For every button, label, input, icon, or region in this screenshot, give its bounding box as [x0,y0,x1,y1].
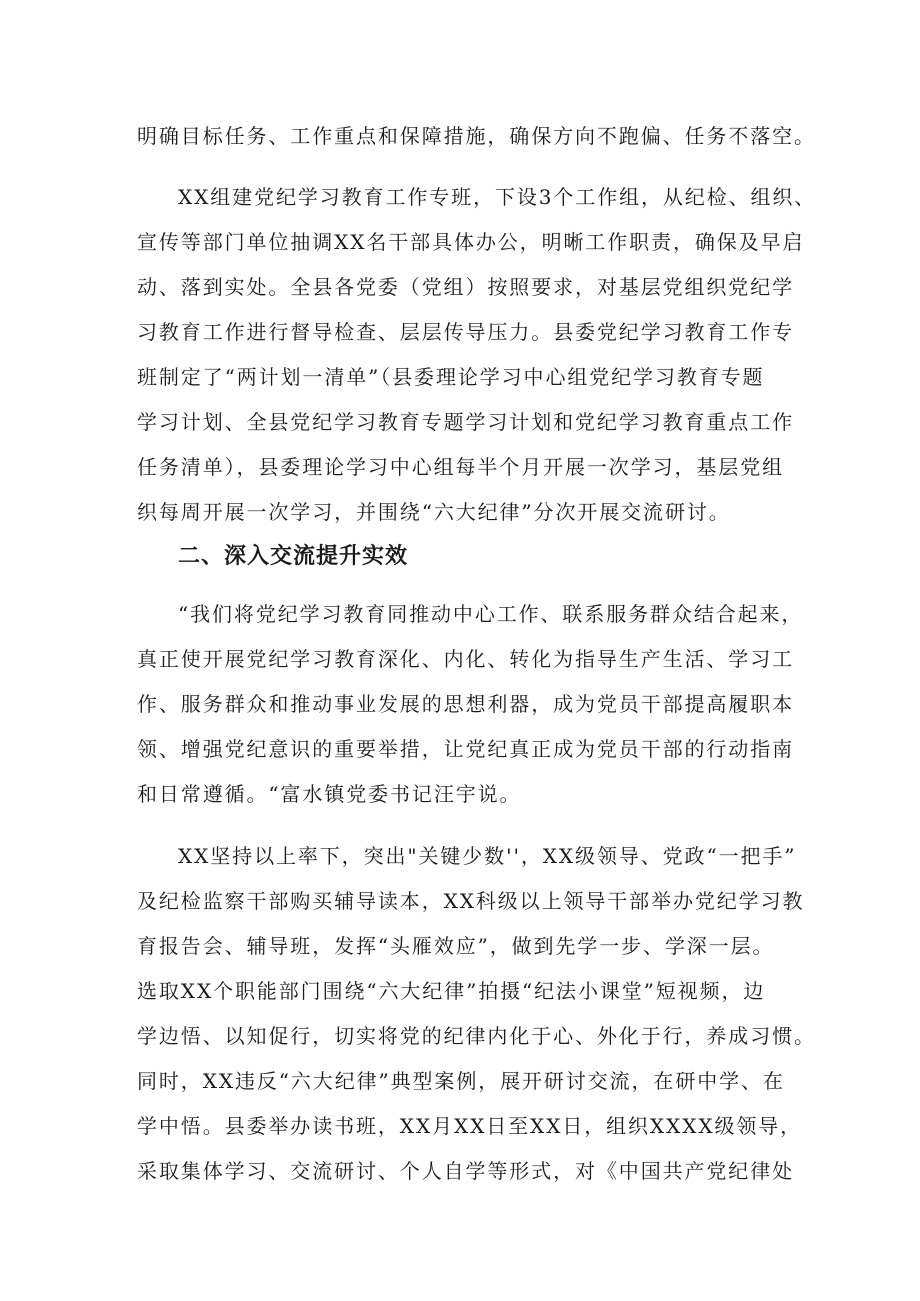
paragraph-line: 宣传等部门单位抽调XX名干部具体办公，明晰工作职责，确保及早启 [137,230,805,254]
paragraph-line: 学中悟。县委举办读书班，XX月XX日至XX日，组织XXXX级领导， [137,1114,803,1138]
paragraph-line: 任务清单），县委理论学习中心组每半个月开展一次学习，基层党组 [137,455,784,479]
paragraph-line: 采取集体学习、交流研讨、个人自学等形式，对《中国共产党纪律处 [137,1159,794,1183]
paragraph-line: 班制定了“两计划一清单”（县委理论学习中心组党纪学习教育专题 [137,365,765,389]
paragraph-line: “我们将党纪学习教育同推动中心工作、联系服务群众结合起来， [178,602,804,626]
paragraph-line: 学习计划、全县党纪学习教育专题学习计划和党纪学习教育重点工作 [137,410,794,434]
paragraph-line: 学边悟、以知促行，切实将党的纪律内化于心、外化于行，养成习惯。 [137,1024,816,1048]
paragraph-line: 作、服务群众和推动事业发展的思想利器，成为党员干部提高履职本 [137,692,794,716]
section-heading: 二、深入交流提升实效 [178,544,409,569]
paragraph-line: XX坚持以上率下，突出"关键少数''，XX级领导、党政“一把手” [178,844,797,868]
paragraph-line: 育报告会、辅导班，发挥“头雁效应”，做到先学一步、学深一层。 [137,934,775,958]
paragraph-line: 选取XX个职能部门围绕“六大纪律”拍摄“纪法小课堂”短视频，边 [137,979,766,1003]
paragraph-line: 及纪检监察干部购买辅导读本，XX科级以上领导干部举办党纪学习教 [137,889,805,913]
paragraph-line: 真正使开展党纪学习教育深化、内化、转化为指导生产生活、学习工 [137,647,794,671]
paragraph-line: 和日常遵循。“富水镇党委书记汪宇说。 [137,782,522,806]
paragraph-line: 领、增强党纪意识的重要举措，让党纪真正成为党员干部的行动指南 [137,737,794,761]
paragraph-line: 明确目标任务、工作重点和保障措施，确保方向不跑偏、任务不落空。 [137,124,816,148]
paragraph-line: 习教育工作进行督导检查、层层传导压力。县委党纪学习教育工作专 [137,320,794,344]
paragraph-line: 同时，XX违反“六大纪律”典型案例，展开研讨交流，在研中学、在 [137,1069,785,1093]
paragraph-line: 织每周开展一次学习，并围绕“六大纪律”分次开展交流研讨。 [137,500,731,524]
paragraph-line: XX组建党纪学习教育工作专班，下设3个工作组，从纪检、组织、 [178,185,817,209]
paragraph-line: 动、落到实处。全县各党委（党组）按照要求，对基层党组织党纪学 [137,275,794,299]
